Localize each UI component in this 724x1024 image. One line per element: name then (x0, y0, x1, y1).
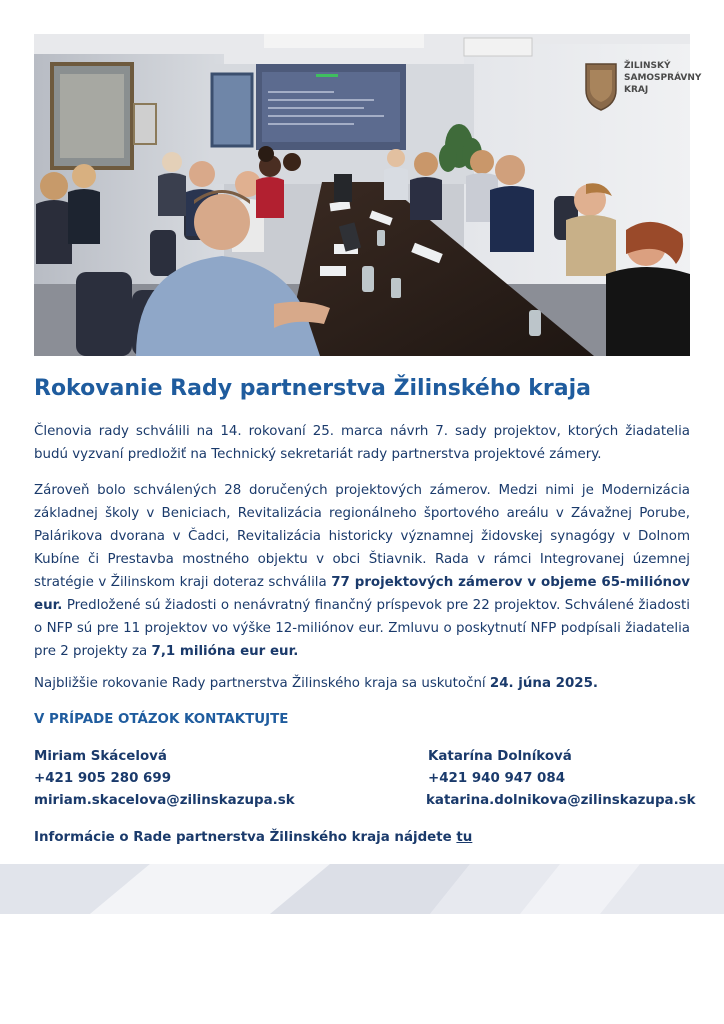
seal-text-line-1: ŽILINSKÝ (624, 61, 671, 71)
info-link[interactable]: tu (456, 830, 473, 845)
contact-card-2 (428, 746, 696, 812)
next-meeting-date: 24. júna 2025. (489, 676, 599, 691)
contact-email[interactable]: miriam.skacelova@zilinskazupa.sk (34, 793, 295, 808)
contact-phone[interactable]: +421 905 280 699 (34, 771, 172, 786)
contact-card-1 (34, 746, 295, 812)
decorative-footer-band (0, 864, 724, 914)
paragraph-details-text-2: Predložené sú žiadosti o nenávratný finančný príspevok pre 22 projektov. Schválené žiadosti o NFP sú pre 11 projektov vo výške 12-miliónov eur. Zmluvu o poskytnutí NFP podpísali žiadatelia pre 2 projekty za (34, 598, 690, 659)
next-meeting-text: Najbližšie rokovanie Rady partnerstva Žilinského kraja sa uskutoční (34, 676, 490, 691)
seal-text-line-2: SAMOSPRÁVNY (624, 73, 702, 83)
paragraph-intro: Členovia rady schválili na 14. rokovaní 25. marca návrh 7. sady projektov, ktorých žiadatelia budú vyzvaní predložiť na Technický sekretariát rady partnerstva projektové zámery. (34, 424, 690, 462)
meeting-photo (34, 34, 702, 356)
contact-email[interactable]: katarina.dolnikova@zilinskazupa.sk (426, 793, 696, 808)
seal-text-line-3: KRAJ (624, 85, 649, 95)
contact-name: Miriam Skácelová (34, 749, 167, 764)
paragraph-details-highlight-1: 77 projektových zámerov v objeme 65-miliónov eur. (34, 575, 690, 613)
paragraph-details-highlight-2: 7,1 milióna eur eur. (151, 644, 299, 659)
info-line (34, 828, 472, 848)
contact-name: Katarína Dolníková (428, 749, 572, 764)
paragraph-details (34, 479, 690, 663)
paragraph-next-meeting (34, 672, 690, 695)
paragraph-details-text-1: Zároveň bolo schválených 28 doručených projektových zámerov. Medzi nimi je Modernizácia základnej školy v Beniciach, Revitalizácia regionálneho športového areálu v Závažnej Porube, Palárikova dvorana v Čadci, Revitalizácia historicky významnej židovskej synagógy v Dolnom Kubíne či Prestavba mostného objektu v obci Štiavnik. Rada v rámci Integrovanej územnej stratégie v Žilinskom kraji doteraz schválila (34, 483, 690, 590)
contact-phone[interactable]: +421 940 947 084 (428, 771, 566, 786)
info-text: Informácie o Rade partnerstva Žilinského kraja nájdete (34, 830, 457, 845)
page-title: Rokovanie Rady partnerstva Žilinského kraja (34, 376, 592, 401)
contacts-heading: V PRÍPADE OTÁZOK KONTAKTUJTE (34, 712, 289, 727)
